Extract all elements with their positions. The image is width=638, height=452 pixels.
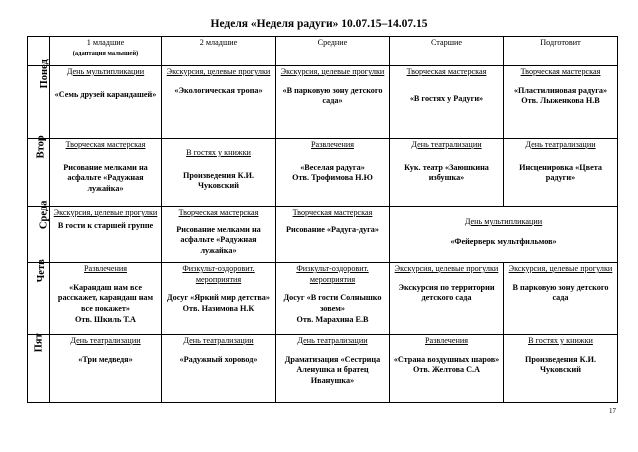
schedule-cell <box>50 139 162 207</box>
cell-activity: «Пластилиновая радуга» <box>513 85 608 95</box>
cell-activity: «Фейерверк мультфильмов» <box>450 236 557 246</box>
day-cell <box>28 335 50 403</box>
column-label: Старшие <box>430 38 463 47</box>
schedule-cell <box>390 263 504 335</box>
cell-activity: В гости к старшей группе <box>57 220 154 230</box>
day-cell <box>28 200 50 263</box>
schedule-cell <box>50 66 162 139</box>
cell-activity: Досуг «Яркий мир детства» <box>167 293 270 303</box>
cell-category: Экскурсия, целевые прогулки <box>508 264 613 273</box>
column-header-4 <box>390 37 504 66</box>
cell-activity: «Три медведя» <box>78 354 133 364</box>
cell-activity: «В парковую зону детского сада» <box>282 85 383 106</box>
cell-category: В гостях у книжки <box>528 336 593 345</box>
column-label: Подготовит <box>540 38 581 47</box>
cell-category: День театрализации <box>525 140 596 149</box>
cell-category: Творческая мастерская <box>65 140 146 149</box>
cell-category: День театрализации <box>70 336 141 345</box>
cell-responsible: Отв. Лыженкова Н.В <box>521 96 600 106</box>
schedule-cell <box>162 66 276 139</box>
cell-activity: Кук. театр «Заюшкина избушка» <box>404 162 489 183</box>
day-label: Четв <box>35 259 47 283</box>
schedule-cell-merged <box>390 207 618 263</box>
cell-category: Экскурсия, целевые прогулки <box>166 67 271 76</box>
cell-responsible: Отв. Желтова С.А <box>412 365 481 375</box>
cell-category: Творческая мастерская <box>520 67 601 76</box>
cell-responsible: Отв. Марахина Е.В <box>296 314 369 324</box>
schedule-cell <box>276 335 390 403</box>
schedule-cell <box>50 335 162 403</box>
schedule-cell <box>50 207 162 263</box>
cell-activity: «Экологическая тропа» <box>174 85 263 95</box>
cell-activity: «Веселая радуга» <box>300 162 365 172</box>
schedule-cell <box>276 139 390 207</box>
column-header-2 <box>162 37 276 66</box>
cell-responsible: Отв. Назимова Н.К <box>182 303 255 313</box>
column-header-3 <box>276 37 390 66</box>
schedule-cell <box>390 66 504 139</box>
schedule-cell <box>162 207 276 263</box>
cell-category: Развлечения <box>311 140 354 149</box>
table-row <box>28 139 618 207</box>
day-label: Пят <box>33 333 45 353</box>
day-label: Среда <box>38 200 50 230</box>
cell-activity: «Радужный хоровод» <box>179 354 258 364</box>
cell-category: День мультипликации <box>464 217 543 226</box>
cell-category: Физкульт-оздоровит. мероприятия <box>182 264 255 284</box>
cell-responsible: Отв. Трофимова Н.Ю <box>292 173 373 183</box>
schedule-cell <box>162 335 276 403</box>
table-row <box>28 207 618 263</box>
cell-activity: Досуг «В гости Солнышко зовем» <box>283 293 382 313</box>
day-cell <box>28 59 50 139</box>
cell-activity: Произведения К.И. Чуковский <box>524 354 597 375</box>
column-label: 2 младшие <box>199 38 238 47</box>
cell-category: Развлечения <box>425 336 468 345</box>
cell-activity: В парковую зону детского сада <box>512 282 609 303</box>
schedule-cell <box>276 66 390 139</box>
schedule-cell <box>504 263 618 335</box>
schedule-cell <box>504 139 618 207</box>
day-cell <box>28 259 50 335</box>
cell-category: Творческая мастерская <box>406 67 487 76</box>
schedule-cell <box>390 335 504 403</box>
cell-category: Экскурсия, целевые прогулки <box>53 208 158 217</box>
cell-activity: Произведения К.И. Чуковский <box>182 170 255 191</box>
cell-category: Творческая мастерская <box>178 208 259 217</box>
column-label: 1 младшие <box>86 38 125 47</box>
day-cell <box>28 135 50 207</box>
table-row <box>28 66 618 139</box>
cell-category: День театрализации <box>297 336 368 345</box>
schedule-cell <box>162 263 276 335</box>
schedule-cell <box>276 263 390 335</box>
page-number: 17 <box>609 407 616 415</box>
column-label: Средние <box>317 38 348 47</box>
cell-responsible: Отв. Шкиль Т.А <box>75 314 136 324</box>
cell-category: Творческая мастерская <box>292 208 373 217</box>
schedule-cell <box>162 139 276 207</box>
cell-activity: Инсценировка «Цвета радуги» <box>519 162 602 183</box>
header-row <box>28 37 618 66</box>
cell-activity: Рисование «Радуга-дуга» <box>286 224 379 234</box>
page-title: Неделя «Неделя радуги» 10.07.15–14.07.15 <box>210 18 428 30</box>
day-label: Втор <box>35 135 47 159</box>
schedule-cell <box>504 66 618 139</box>
schedule-cell <box>50 263 162 335</box>
schedule-cell <box>276 207 390 263</box>
cell-activity: Рисование мелками на асфальте «Радужная лужайка» <box>63 162 148 193</box>
cell-activity: «Карандаш нам все расскажет, карандаш нам все покажет» <box>57 282 154 313</box>
cell-category: В гостях у книжки <box>186 148 251 157</box>
cell-activity: Экскурсия по территории детского сада <box>398 282 495 303</box>
cell-activity: «Семь друзей карандашей» <box>54 89 157 99</box>
cell-category: Экскурсия, целевые прогулки <box>280 67 385 76</box>
column-note: (адаптация малышей) <box>72 49 139 57</box>
cell-category: Физкульт-оздоровит. мероприятия <box>296 264 369 284</box>
table-row <box>28 335 618 403</box>
cell-category: День театрализации <box>183 336 254 345</box>
cell-category: День театрализации <box>411 140 482 149</box>
schedule-cell <box>504 335 618 403</box>
column-header-5 <box>504 37 618 66</box>
cell-category: День мультипликации <box>66 67 145 76</box>
schedule-table <box>27 36 618 403</box>
cell-activity: «Страна воздушных шаров» <box>393 354 500 364</box>
cell-category: Экскурсия, целевые прогулки <box>394 264 499 273</box>
column-header-1 <box>50 37 162 66</box>
schedule-cell <box>390 139 504 207</box>
cell-activity: «В гостях у Радуги» <box>409 93 484 103</box>
cell-category: Развлечения <box>84 264 127 273</box>
cell-activity: Рисование мелками на асфальте «Радужная лужайка» <box>176 224 261 255</box>
day-label: Понед <box>38 59 50 89</box>
cell-activity: Драматизация «Сестрица Аленушка и братец Иванушка» <box>284 354 381 385</box>
table-row <box>28 263 618 335</box>
